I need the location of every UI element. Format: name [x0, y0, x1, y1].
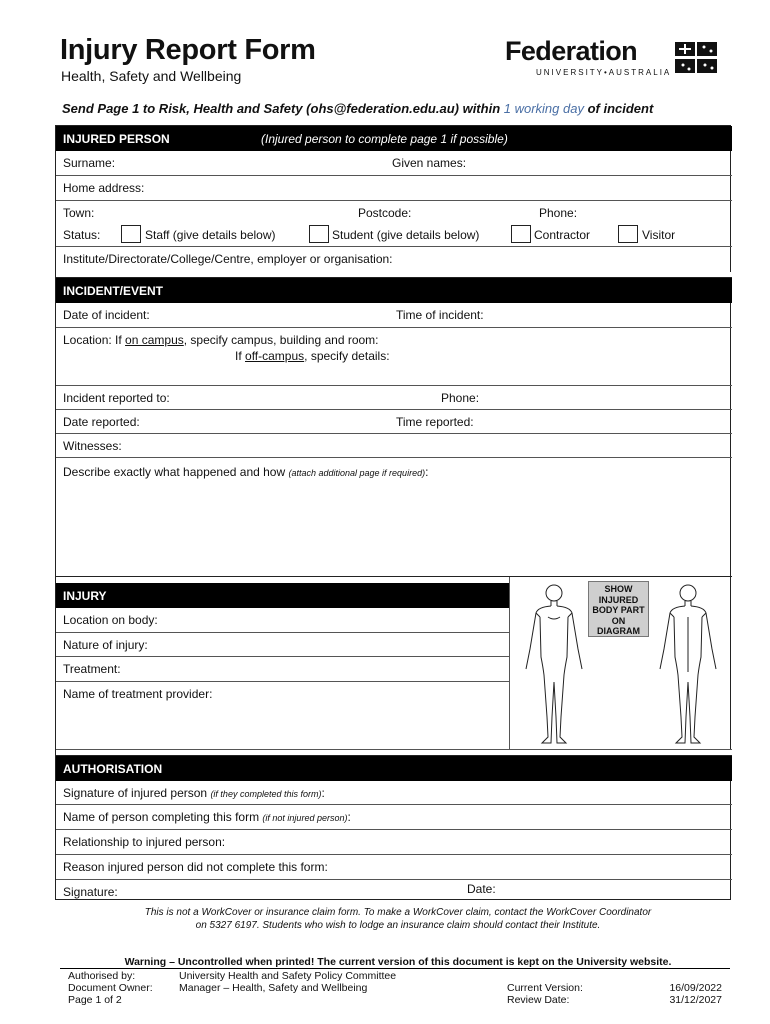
treatment-row[interactable] [56, 657, 509, 682]
workcover-disclaimer: This is not a WorkCover or insurance claim form. To make a WorkCover claim, contact the WorkCover Coordinator on 5327 6197. Students who wish to lodge an insurance claim should contact their Institute. [144, 907, 652, 931]
home-address-row[interactable] [56, 176, 732, 201]
submission-instruction: Send Page 1 to Risk, Health and Safety (ohs@federation.edu.au) within 1 working day of incident [62, 101, 654, 116]
date-reported-label: Date reported: [63, 415, 140, 429]
signature-row[interactable] [56, 880, 732, 901]
off-campus-label: If off-campus, specify details: [235, 349, 390, 363]
surname-label: Surname: [63, 156, 116, 170]
institute-row[interactable] [56, 247, 732, 272]
incident-date-label: Date of incident: [63, 308, 150, 322]
relationship-label: Relationship to injured person: [63, 835, 226, 849]
reported-phone-label: Phone: [441, 391, 480, 405]
postcode-label: Postcode: [358, 206, 412, 220]
footer-labels: Authorised by: Document Owner: Page 1 of 2 [68, 970, 153, 1006]
signature-label: Signature: [63, 885, 118, 899]
reported-to-row[interactable] [56, 386, 732, 410]
deadline-highlight: 1 working day [503, 101, 584, 116]
footer-divider [60, 968, 730, 969]
logo-flag-icon [675, 40, 720, 76]
status-staff-label: Staff (give details below) [145, 228, 276, 242]
university-logo [505, 36, 720, 81]
reason-row[interactable] [56, 855, 732, 880]
town-row[interactable] [56, 201, 732, 223]
signature-injured-row[interactable] [56, 781, 732, 805]
section-header-injured-person: INJURED PERSON (Injured person to complete page 1 if possible) [56, 126, 732, 151]
reported-to-label: Incident reported to: [63, 391, 170, 405]
witnesses-label: Witnesses: [63, 439, 122, 453]
body-diagram-area[interactable] [509, 577, 732, 750]
version-labels: Current Version: Review Date: [507, 982, 583, 1006]
name-completing-label: Name of person completing this form (if not injured person): [63, 810, 351, 824]
page-subtitle: Health, Safety and Wellbeing [61, 68, 242, 84]
nature-of-injury-row[interactable] [56, 633, 509, 657]
relationship-row[interactable] [56, 830, 732, 855]
location-on-body-row[interactable] [56, 608, 509, 633]
page-number: Page 1 of 2 [68, 994, 122, 1006]
location-label: Location: If on campus, specify campus, building and room: [63, 333, 379, 347]
description-row[interactable] [56, 458, 732, 577]
town-label: Town: [63, 206, 95, 220]
witnesses-row[interactable] [56, 434, 732, 458]
status-row [56, 223, 732, 247]
status-visitor-label: Visitor [642, 228, 676, 242]
footer-values: University Health and Safety Policy Committee Manager – Health, Safety and Wellbeing [179, 970, 397, 994]
date-reported-row[interactable] [56, 410, 732, 434]
section-header-injury: INJURY [56, 583, 509, 608]
description-label: Describe exactly what happened and how (attach additional page if required): [63, 465, 429, 479]
reason-label: Reason injured person did not complete this form: [63, 860, 328, 874]
date-label: Date: [467, 882, 496, 896]
signature-injured-label: Signature of injured person (if they completed this form): [63, 786, 325, 800]
uncontrolled-warning: Warning – Uncontrolled when printed! The current version of this document is kept on the University website. [124, 956, 672, 968]
status-visitor-checkbox[interactable] [618, 225, 638, 243]
status-staff-checkbox[interactable] [121, 225, 141, 243]
treatment-provider-row[interactable] [56, 682, 509, 750]
logo-tagline: UNIVERSITY•AUSTRALIA [536, 68, 672, 77]
status-student-checkbox[interactable] [309, 225, 329, 243]
version-values: 16/09/2022 31/12/2027 [669, 982, 722, 1006]
status-contractor-label: Contractor [534, 228, 591, 242]
nature-of-injury-label: Nature of injury: [63, 638, 148, 652]
section-note: (Injured person to complete page 1 if possible) [261, 132, 508, 146]
logo-wordmark: Federation [505, 36, 638, 66]
phone-label: Phone: [539, 206, 578, 220]
surname-row[interactable] [56, 151, 732, 176]
section-header-incident: INCIDENT/EVENT [56, 278, 732, 303]
treatment-provider-label: Name of treatment provider: [63, 687, 213, 701]
institute-label: Institute/Directorate/College/Centre, employer or organisation: [63, 252, 393, 266]
location-row[interactable] [56, 328, 732, 386]
status-label: Status: [63, 228, 101, 242]
location-on-body-label: Location on body: [63, 613, 158, 627]
incident-time-label: Time of incident: [396, 308, 484, 322]
page-title: Injury Report Form [60, 34, 316, 66]
given-names-label: Given names: [392, 156, 467, 170]
injury-report-form [55, 125, 731, 900]
status-contractor-checkbox[interactable] [511, 225, 531, 243]
status-student-label: Student (give details below) [332, 228, 480, 242]
section-header-authorisation: AUTHORISATION [56, 756, 732, 781]
incident-date-row[interactable] [56, 303, 732, 328]
treatment-label: Treatment: [63, 662, 121, 676]
diagram-instruction-badge: SHOW INJURED BODY PART ON DIAGRAM [588, 581, 649, 637]
time-reported-label: Time reported: [396, 415, 474, 429]
name-completing-row[interactable] [56, 805, 732, 830]
home-address-label: Home address: [63, 181, 145, 195]
